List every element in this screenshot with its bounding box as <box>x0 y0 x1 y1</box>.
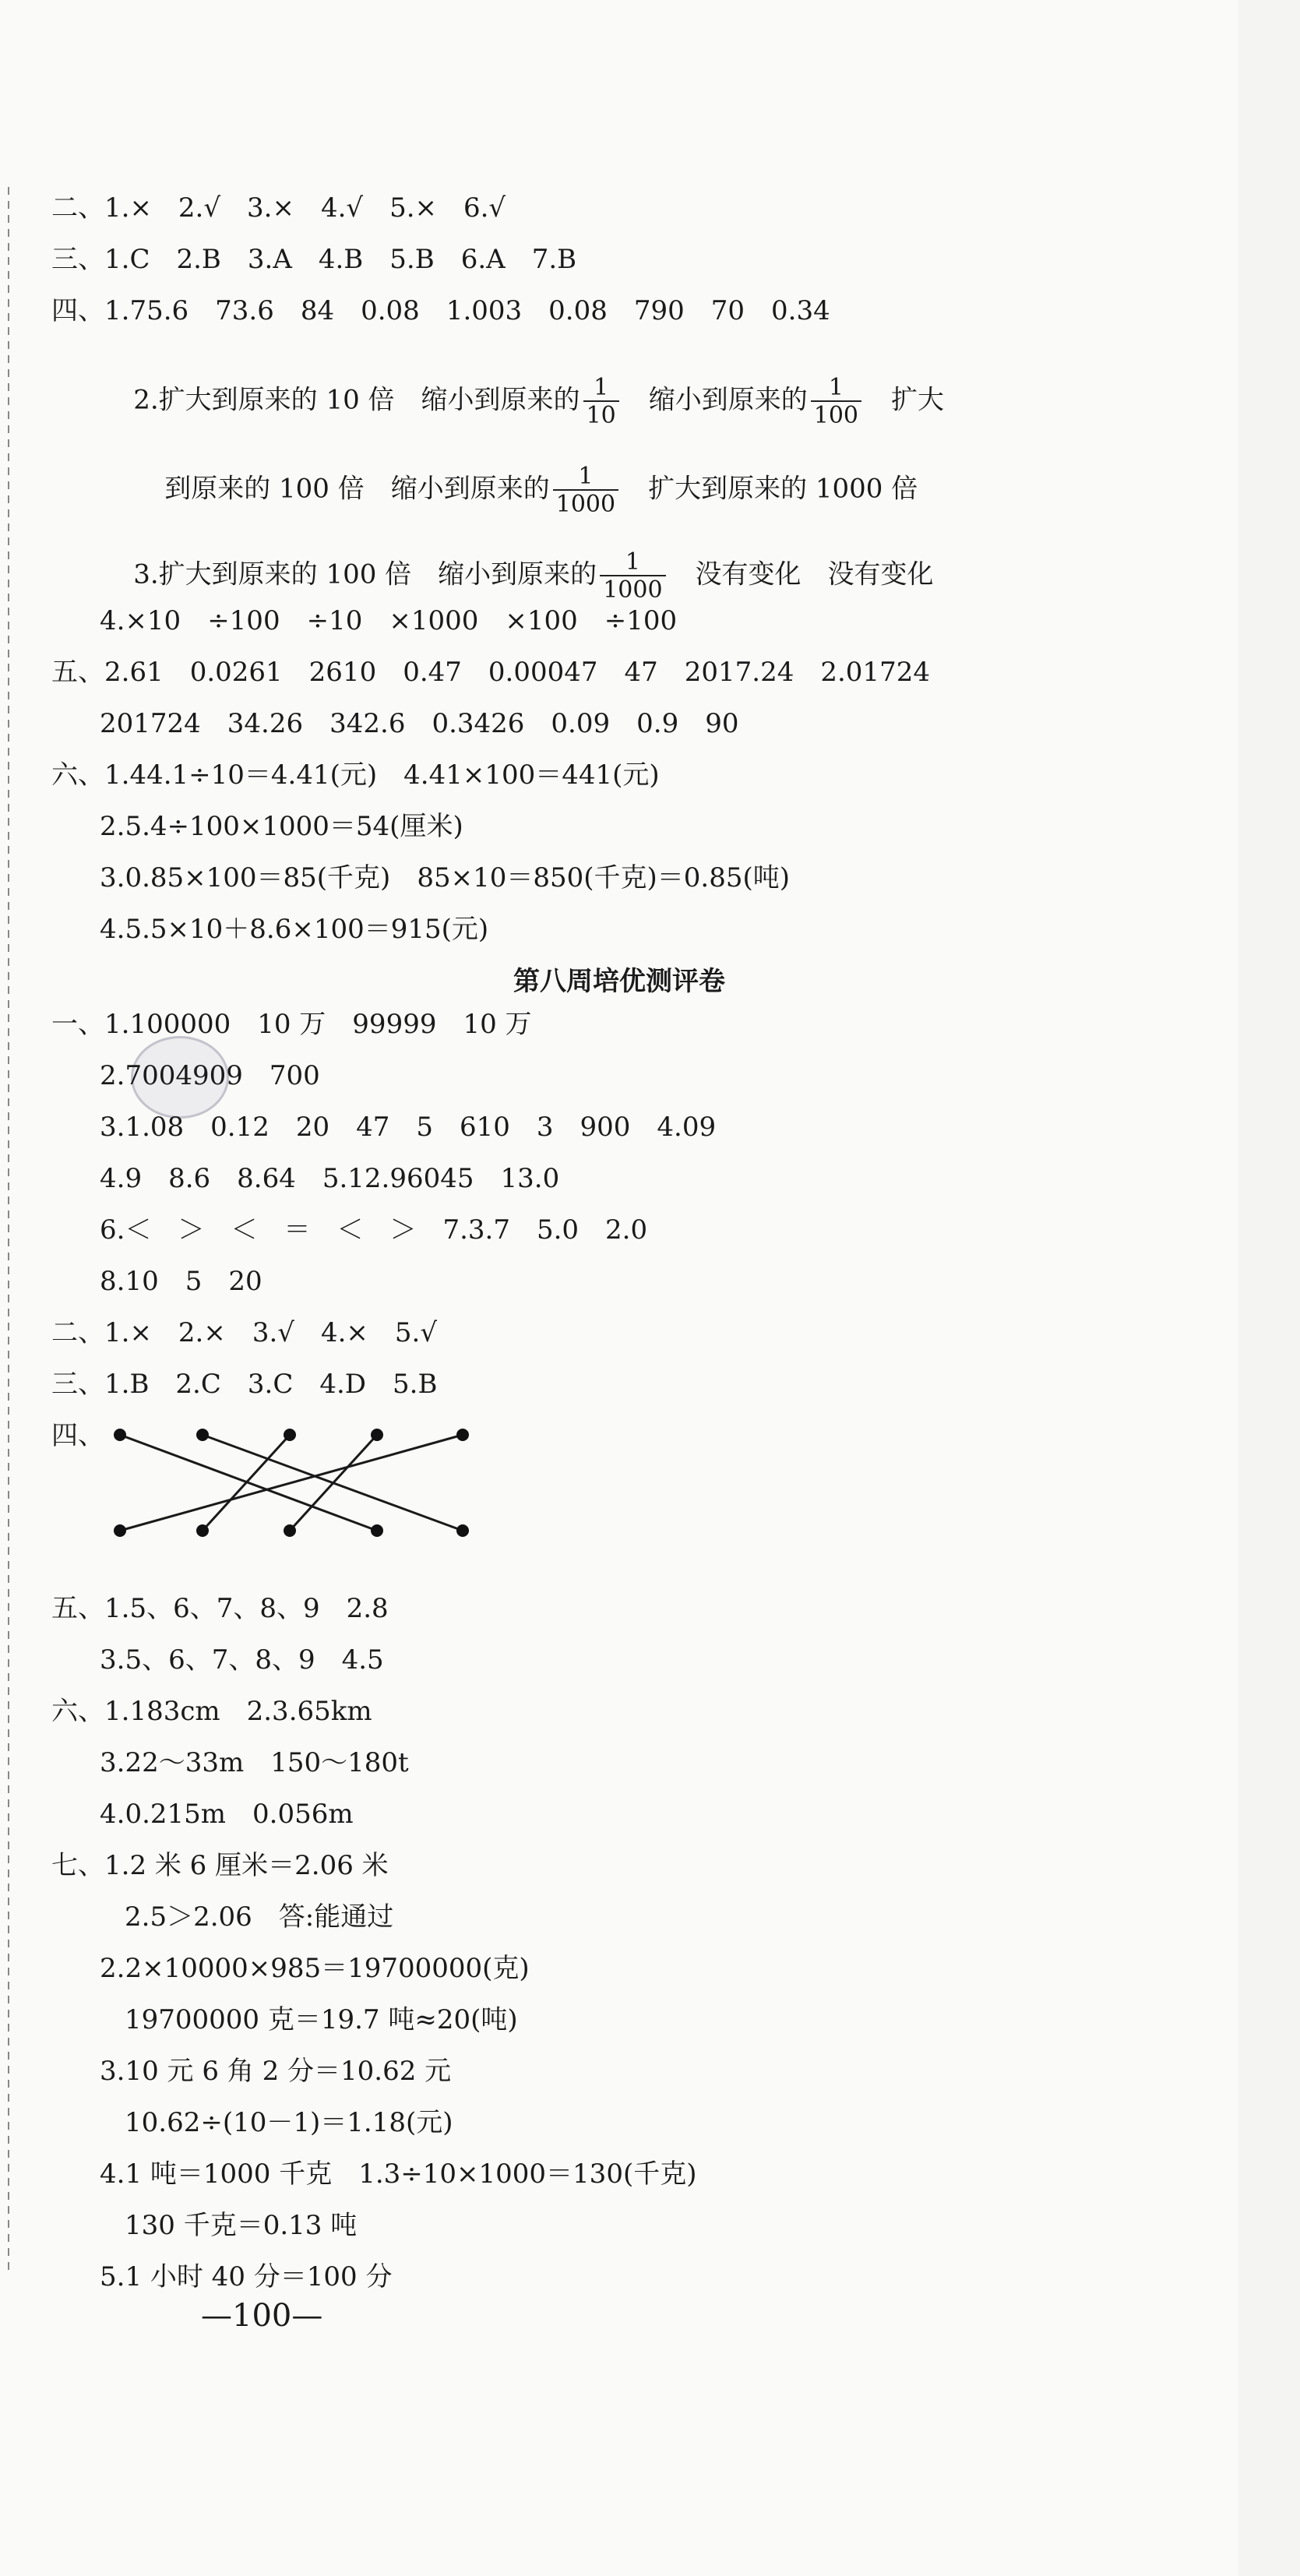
answer-line: 五、2.61 0.0261 2610 0.47 0.00047 47 2017.24 2.01724 <box>51 657 930 688</box>
answer-line: 五、1.5、6、7、8、9 2.8 <box>51 1593 389 1624</box>
matching-line <box>290 1435 377 1531</box>
matching-line <box>120 1435 377 1531</box>
answer-line: 2.2×10000×985＝19700000(克) <box>100 1953 530 1984</box>
answer-line-with-fractions: 3.扩大到原来的 100 倍 缩小到原来的 $\frac{1}{1000}$ 没有变化 没有变化 <box>133 548 934 604</box>
answer-line: 5.1 小时 40 分＝100 分 <box>100 2261 393 2292</box>
matching-top-dot <box>456 1429 469 1441</box>
page-number: —100— <box>201 2298 323 2334</box>
answer-line: 2.7004909 700 <box>100 1060 320 1091</box>
answer-line: 四、 <box>51 1420 104 1451</box>
answer-line: 2.5＞2.06 答:能通过 <box>125 1901 394 1933</box>
answer-line: 4.9 8.6 8.64 5.12.96045 13.0 <box>100 1163 560 1194</box>
matching-diagram <box>109 1418 514 1550</box>
answer-line: 3.10 元 6 角 2 分＝10.62 元 <box>100 2056 452 2087</box>
answer-line: 3.1.08 0.12 20 47 5 610 3 900 4.09 <box>100 1112 717 1143</box>
answer-line: 4.×10 ÷100 ÷10 ×1000 ×100 ÷100 <box>100 605 678 636</box>
answer-line: 六、1.183cm 2.3.65km <box>51 1696 372 1727</box>
matching-top-dot <box>371 1429 383 1441</box>
matching-line <box>120 1435 463 1531</box>
answer-line: 七、1.2 米 6 厘米＝2.06 米 <box>51 1850 389 1881</box>
matching-line <box>203 1435 290 1531</box>
answer-line-with-fractions: 到原来的 100 倍 缩小到原来的 $\frac{1}{1000}$ 扩大到原来的 1000 倍 <box>164 463 918 518</box>
answer-line: 3.22～33m 150～180t <box>100 1747 409 1778</box>
answer-line: 二、1.× 2.√ 3.× 4.√ 5.× 6.√ <box>51 192 506 224</box>
answer-line: 二、1.× 2.× 3.√ 4.× 5.√ <box>51 1317 437 1348</box>
answer-line: 一、1.100000 10 万 99999 10 万 <box>51 1009 532 1040</box>
matching-top-dot <box>114 1429 126 1441</box>
answer-line: 130 千克＝0.13 吨 <box>125 2210 358 2241</box>
answer-line: 4.5.5×10＋8.6×100＝915(元) <box>100 914 489 945</box>
matching-top-dot <box>196 1429 209 1441</box>
fraction: $\frac{1}{1000}$ <box>553 464 618 516</box>
matching-top-dot <box>284 1429 296 1441</box>
answer-line: 三、1.C 2.B 3.A 4.B 5.B 6.A 7.B <box>51 244 577 275</box>
matching-bottom-dot <box>114 1524 126 1537</box>
answer-line: 201724 34.26 342.6 0.3426 0.09 0.9 90 <box>100 708 739 739</box>
binding-margin-line <box>8 187 9 2275</box>
answer-line: 六、1.44.1÷10＝4.41(元) 4.41×100＝441(元) <box>51 759 660 791</box>
fraction: $\frac{1}{100}$ <box>811 375 861 428</box>
answer-line: 3.5、6、7、8、9 4.5 <box>100 1644 384 1676</box>
answer-line: 三、1.B 2.C 3.C 4.D 5.B <box>51 1369 438 1400</box>
matching-bottom-dot <box>284 1524 296 1537</box>
answer-line: 19700000 克＝19.7 吨≈20(吨) <box>125 2004 518 2035</box>
answer-line: 2.5.4÷100×1000＝54(厘米) <box>100 811 463 842</box>
answer-line: 4.0.215m 0.056m <box>100 1799 354 1830</box>
fraction: $\frac{1}{10}$ <box>583 375 619 428</box>
answer-line-with-fractions: 2.扩大到原来的 10 倍 缩小到原来的 $\frac{1}{10}$ 缩小到原来的 $\frac{1}{100}$ 扩大 <box>133 374 945 429</box>
answer-line: 四、1.75.6 73.6 84 0.08 1.003 0.08 790 70 0.34 <box>51 295 830 326</box>
matching-bottom-dot <box>371 1524 383 1537</box>
matching-bottom-dot <box>196 1524 209 1537</box>
answer-line: 8.10 5 20 <box>100 1266 262 1297</box>
answer-line: 4.1 吨＝1000 千克 1.3÷10×1000＝130(千克) <box>100 2158 697 2190</box>
matching-bottom-dot <box>456 1524 469 1537</box>
fraction: $\frac{1}{1000}$ <box>600 550 665 602</box>
answer-line: 6.＜ ＞ ＜ ＝ ＜ ＞ 7.3.7 5.0 2.0 <box>100 1214 648 1246</box>
section-title: 第八周培优测评卷 <box>513 966 725 997</box>
answer-line: 10.62÷(10－1)＝1.18(元) <box>125 2107 453 2138</box>
answer-line: 3.0.85×100＝85(千克) 85×10＝850(千克)＝0.85(吨) <box>100 862 790 893</box>
